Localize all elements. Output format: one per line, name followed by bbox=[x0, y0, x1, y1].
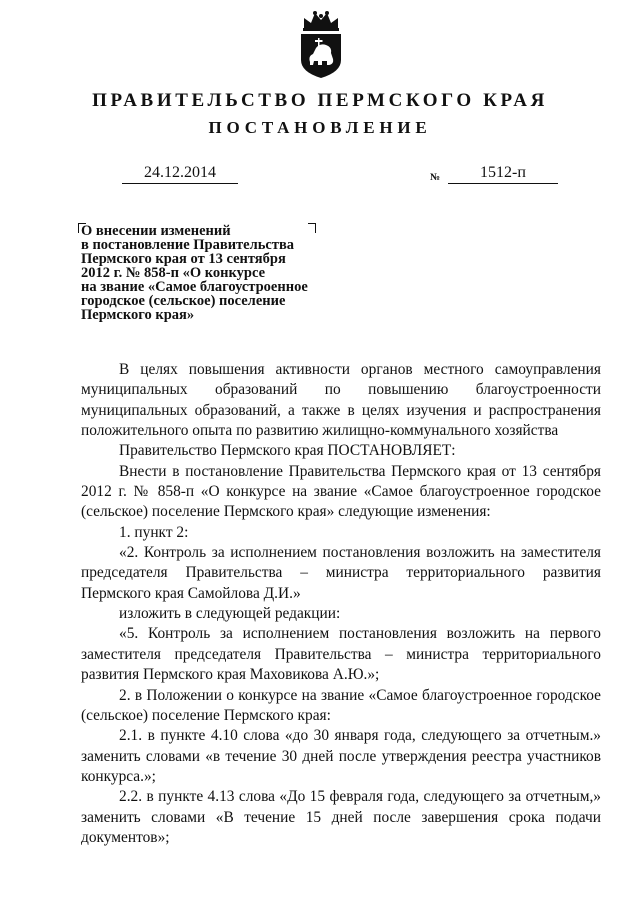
subject-bracket-right bbox=[308, 223, 316, 233]
paragraph-item-2: 2. в Положении о конкурсе на звание «Самое благоустроенное городское (сельское) поселение Пермского края: bbox=[81, 686, 601, 724]
subject-line: 2012 г. № 858-п «О конкурсе bbox=[81, 265, 266, 281]
coat-of-arms-icon bbox=[296, 10, 346, 80]
paragraph-item-1: 1. пункт 2: bbox=[119, 523, 189, 541]
document-subject bbox=[81, 224, 308, 322]
paragraph-item-2-2: 2.2. в пункте 4.13 слова «До 15 февраля года, следующего за отчетным,» заменить словами «В течение 15 дней после завершения срока подачи документов»; bbox=[81, 788, 601, 846]
document-number: 1512-п bbox=[448, 163, 558, 184]
subject-line: на звание «Самое благоустроенное bbox=[81, 279, 308, 295]
document-type: ПОСТАНОВЛЕНИЕ bbox=[208, 118, 432, 137]
paragraph-amend: Внести в постановление Правительства Пермского края от 13 сентября 2012 г. № 858-п «О конкурсе на звание «Самое благоустроенное городское (сельское) поселение Пермского края» следующие изменения: bbox=[81, 462, 601, 521]
government-title: ПРАВИТЕЛЬСТВО ПЕРМСКОГО КРАЯ bbox=[92, 90, 548, 111]
subject-line: городское (сельское) поселение bbox=[81, 293, 286, 309]
paragraph-old-text: «2. Контроль за исполнением постановления возложить на заместителя председателя Правительства – министра территориального развития Пермского края Самойлова Д.И.» bbox=[81, 544, 601, 602]
paragraph-new-wording: изложить в следующей редакции: bbox=[119, 605, 341, 623]
paragraph-resolves: Правительство Пермского края ПОСТАНОВЛЯЕТ: bbox=[119, 442, 456, 460]
paragraph-new-text: «5. Контроль за исполнением постановления возложить на первого заместителя председателя Правительства – министра территориального развития Пермского края Маховикова А.Ю.»; bbox=[81, 625, 601, 684]
document-date: 24.12.2014 bbox=[122, 163, 238, 184]
subject-line: О внесении изменений bbox=[81, 223, 231, 239]
subject-line: в постановление Правительства bbox=[81, 237, 295, 253]
paragraph-preamble: В целях повышения активности органов местного самоуправления муниципальных образований по повышению благоустроенности муниципальных образований, а также в целях изучения и распространения положительного опыта по развитию жилищно-коммунального хозяйства bbox=[81, 361, 601, 440]
subject-line: Пермского края» bbox=[81, 307, 195, 323]
document-body bbox=[81, 360, 601, 848]
paragraph-item-2-1: 2.1. в пункте 4.10 слова «до 30 января года, следующего за отчетным.» заменить словами «в течение 30 дней после утверждения реестра участников конкурса.»; bbox=[81, 727, 601, 785]
subject-line: Пермского края от 13 сентября bbox=[81, 251, 286, 267]
number-sign: № bbox=[430, 172, 441, 183]
